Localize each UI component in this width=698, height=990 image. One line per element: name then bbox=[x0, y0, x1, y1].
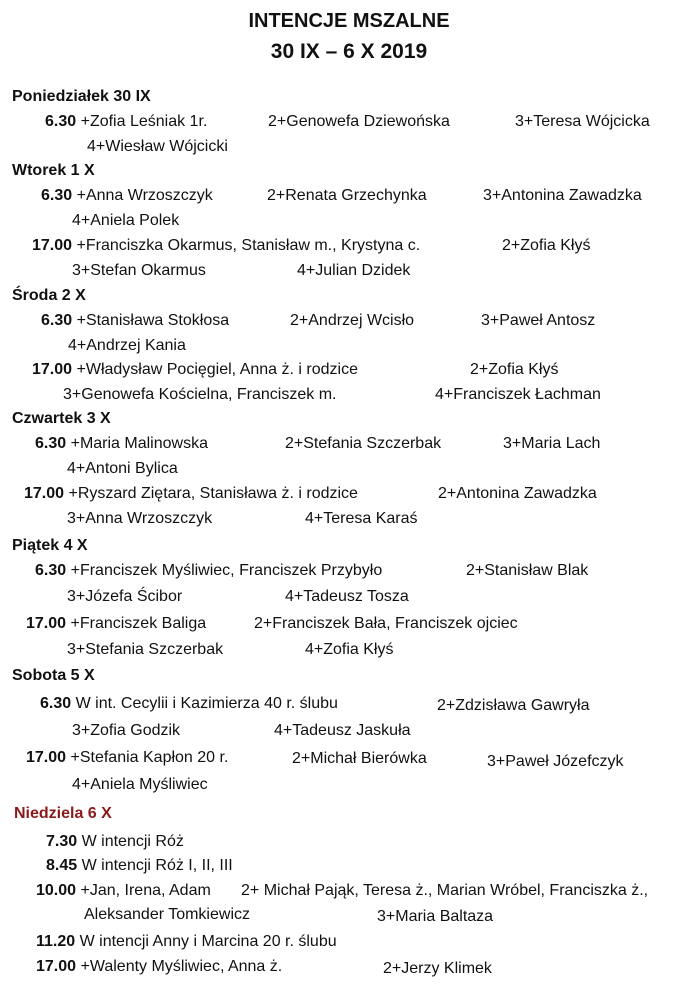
mass-time: 6.30 bbox=[35, 562, 67, 579]
mass-entry bbox=[36, 882, 211, 900]
intention: 4+Tadeusz Tosza bbox=[285, 588, 409, 605]
day-heading-saturday: Sobota 5 X bbox=[12, 667, 95, 684]
intention: W intencji Róż bbox=[81, 833, 184, 850]
mass-entry bbox=[32, 237, 420, 255]
intention: 3+Antonina Zawadzka bbox=[483, 187, 642, 204]
mass-time: 6.30 bbox=[40, 695, 72, 712]
intention: 2+Zofia Kłyś bbox=[470, 361, 559, 378]
mass-time: 6.30 bbox=[41, 187, 73, 204]
intention: 2+Jerzy Klimek bbox=[383, 960, 492, 977]
day-heading-sunday: Niedziela 6 X bbox=[14, 805, 112, 822]
intention: +Anna Wrzoszczyk bbox=[76, 187, 213, 204]
intention: 4+Franciszek Łachman bbox=[435, 386, 601, 403]
intention: 4+Zofia Kłyś bbox=[305, 641, 394, 658]
intention: 2+Michał Bierówka bbox=[292, 750, 427, 767]
mass-entry bbox=[32, 361, 358, 379]
intention: 4+Tadeusz Jaskuła bbox=[274, 722, 411, 739]
intention: 2+Franciszek Bała, Franciszek ojciec bbox=[254, 615, 518, 632]
mass-time: 8.45 bbox=[46, 857, 78, 874]
mass-entry bbox=[35, 435, 208, 453]
intention: +Franciszka Okarmus, Stanisław m., Krystyna c. bbox=[76, 237, 421, 254]
intention: 2+Stefania Szczerbak bbox=[285, 435, 442, 452]
intention: +Franciszek Baliga bbox=[70, 615, 207, 632]
mass-time: 7.30 bbox=[46, 833, 78, 850]
intention: W int. Cecylii i Kazimierza 40 r. ślubu bbox=[75, 695, 338, 712]
page-title: INTENCJE MSZALNE bbox=[248, 10, 450, 32]
intention: 3+Anna Wrzoszczyk bbox=[67, 510, 213, 527]
day-heading-tuesday: Wtorek 1 X bbox=[12, 162, 95, 179]
intention: W intencji Róż I, II, III bbox=[81, 857, 233, 874]
intention: +Władysław Pocięgiel, Anna ż. i rodzice bbox=[76, 361, 358, 378]
intention: 3+Zofia Godzik bbox=[72, 722, 181, 739]
intention: 3+Paweł Antosz bbox=[481, 312, 596, 329]
intention: 3+Stefania Szczerbak bbox=[67, 641, 224, 658]
intention: 4+Julian Dzidek bbox=[297, 262, 411, 279]
intention: 3+Maria Lach bbox=[503, 435, 601, 452]
intention: 2+ Michał Pająk, Teresa ż., Marian Wróbel, Franciszka ż., bbox=[241, 882, 649, 899]
intention: 2+Antonina Zawadzka bbox=[438, 485, 597, 502]
mass-time: 17.00 bbox=[24, 485, 65, 502]
mass-time: 17.00 bbox=[36, 958, 77, 975]
intention: 4+Andrzej Kania bbox=[68, 337, 186, 354]
mass-time: 17.00 bbox=[26, 749, 67, 766]
day-heading-monday: Poniedziałek 30 IX bbox=[12, 88, 151, 105]
intention: 3+Stefan Okarmus bbox=[72, 262, 206, 279]
intention: Aleksander Tomkiewicz bbox=[84, 906, 250, 923]
intention: 2+Zdzisława Gawryła bbox=[437, 697, 590, 714]
mass-entry bbox=[24, 485, 358, 503]
intention: +Walenty Myśliwiec, Anna ż. bbox=[80, 958, 283, 975]
mass-entry bbox=[41, 187, 213, 205]
intention: +Maria Malinowska bbox=[70, 435, 208, 452]
day-heading-friday: Piątek 4 X bbox=[12, 537, 88, 554]
mass-time: 6.30 bbox=[35, 435, 67, 452]
mass-time: 17.00 bbox=[32, 361, 73, 378]
mass-entry bbox=[46, 857, 233, 875]
intention: 3+Teresa Wójcicka bbox=[515, 113, 650, 130]
intention: 2+Genowefa Dziewońska bbox=[268, 113, 450, 130]
day-heading-wednesday: Środa 2 X bbox=[12, 287, 86, 304]
intention: W intencji Anny i Marcina 20 r. ślubu bbox=[79, 933, 337, 950]
mass-entry bbox=[36, 933, 337, 951]
mass-entry bbox=[41, 312, 229, 330]
intention: 4+Wiesław Wójcicki bbox=[87, 138, 228, 155]
intention: 2+Zofia Kłyś bbox=[502, 237, 591, 254]
mass-entry bbox=[36, 958, 282, 976]
intention: +Ryszard Ziętara, Stanisława ż. i rodzice bbox=[68, 485, 358, 502]
intention: +Franciszek Myśliwiec, Franciszek Przybyło bbox=[70, 562, 383, 579]
intention: 4+Antoni Bylica bbox=[67, 460, 178, 477]
intention: 3+Józefa Ścibor bbox=[67, 588, 183, 605]
day-heading-thursday: Czwartek 3 X bbox=[12, 410, 111, 427]
intention: +Stanisława Stokłosa bbox=[76, 312, 230, 329]
intention: 2+Andrzej Wcisło bbox=[290, 312, 415, 329]
intention: 3+Paweł Józefczyk bbox=[487, 753, 624, 770]
mass-entry bbox=[45, 113, 207, 131]
mass-entry bbox=[40, 695, 338, 713]
intention: 2+Renata Grzechynka bbox=[267, 187, 427, 204]
mass-time: 6.30 bbox=[45, 113, 77, 130]
intention: 4+Aniela Polek bbox=[72, 212, 180, 229]
mass-time: 11.20 bbox=[36, 933, 76, 950]
intention: 2+Stanisław Blak bbox=[466, 562, 589, 579]
intention: 4+Teresa Karaś bbox=[305, 510, 418, 527]
intention: +Stefania Kapłon 20 r. bbox=[70, 749, 229, 766]
intention: 4+Aniela Myśliwiec bbox=[72, 776, 208, 793]
mass-time: 17.00 bbox=[32, 237, 73, 254]
intention: +Jan, Irena, Adam bbox=[80, 882, 211, 899]
mass-time: 10.00 bbox=[36, 882, 77, 899]
mass-entry bbox=[26, 749, 228, 767]
date-range: 30 IX – 6 X 2019 bbox=[270, 40, 428, 63]
intention: +Zofia Leśniak 1r. bbox=[80, 113, 208, 130]
mass-entry bbox=[26, 615, 206, 633]
mass-time: 6.30 bbox=[41, 312, 73, 329]
mass-time: 17.00 bbox=[26, 615, 67, 632]
intention: 3+Genowefa Kościelna, Franciszek m. bbox=[63, 386, 337, 403]
mass-entry bbox=[46, 833, 184, 851]
intention: 3+Maria Baltaza bbox=[377, 908, 494, 925]
mass-entry bbox=[35, 562, 382, 580]
